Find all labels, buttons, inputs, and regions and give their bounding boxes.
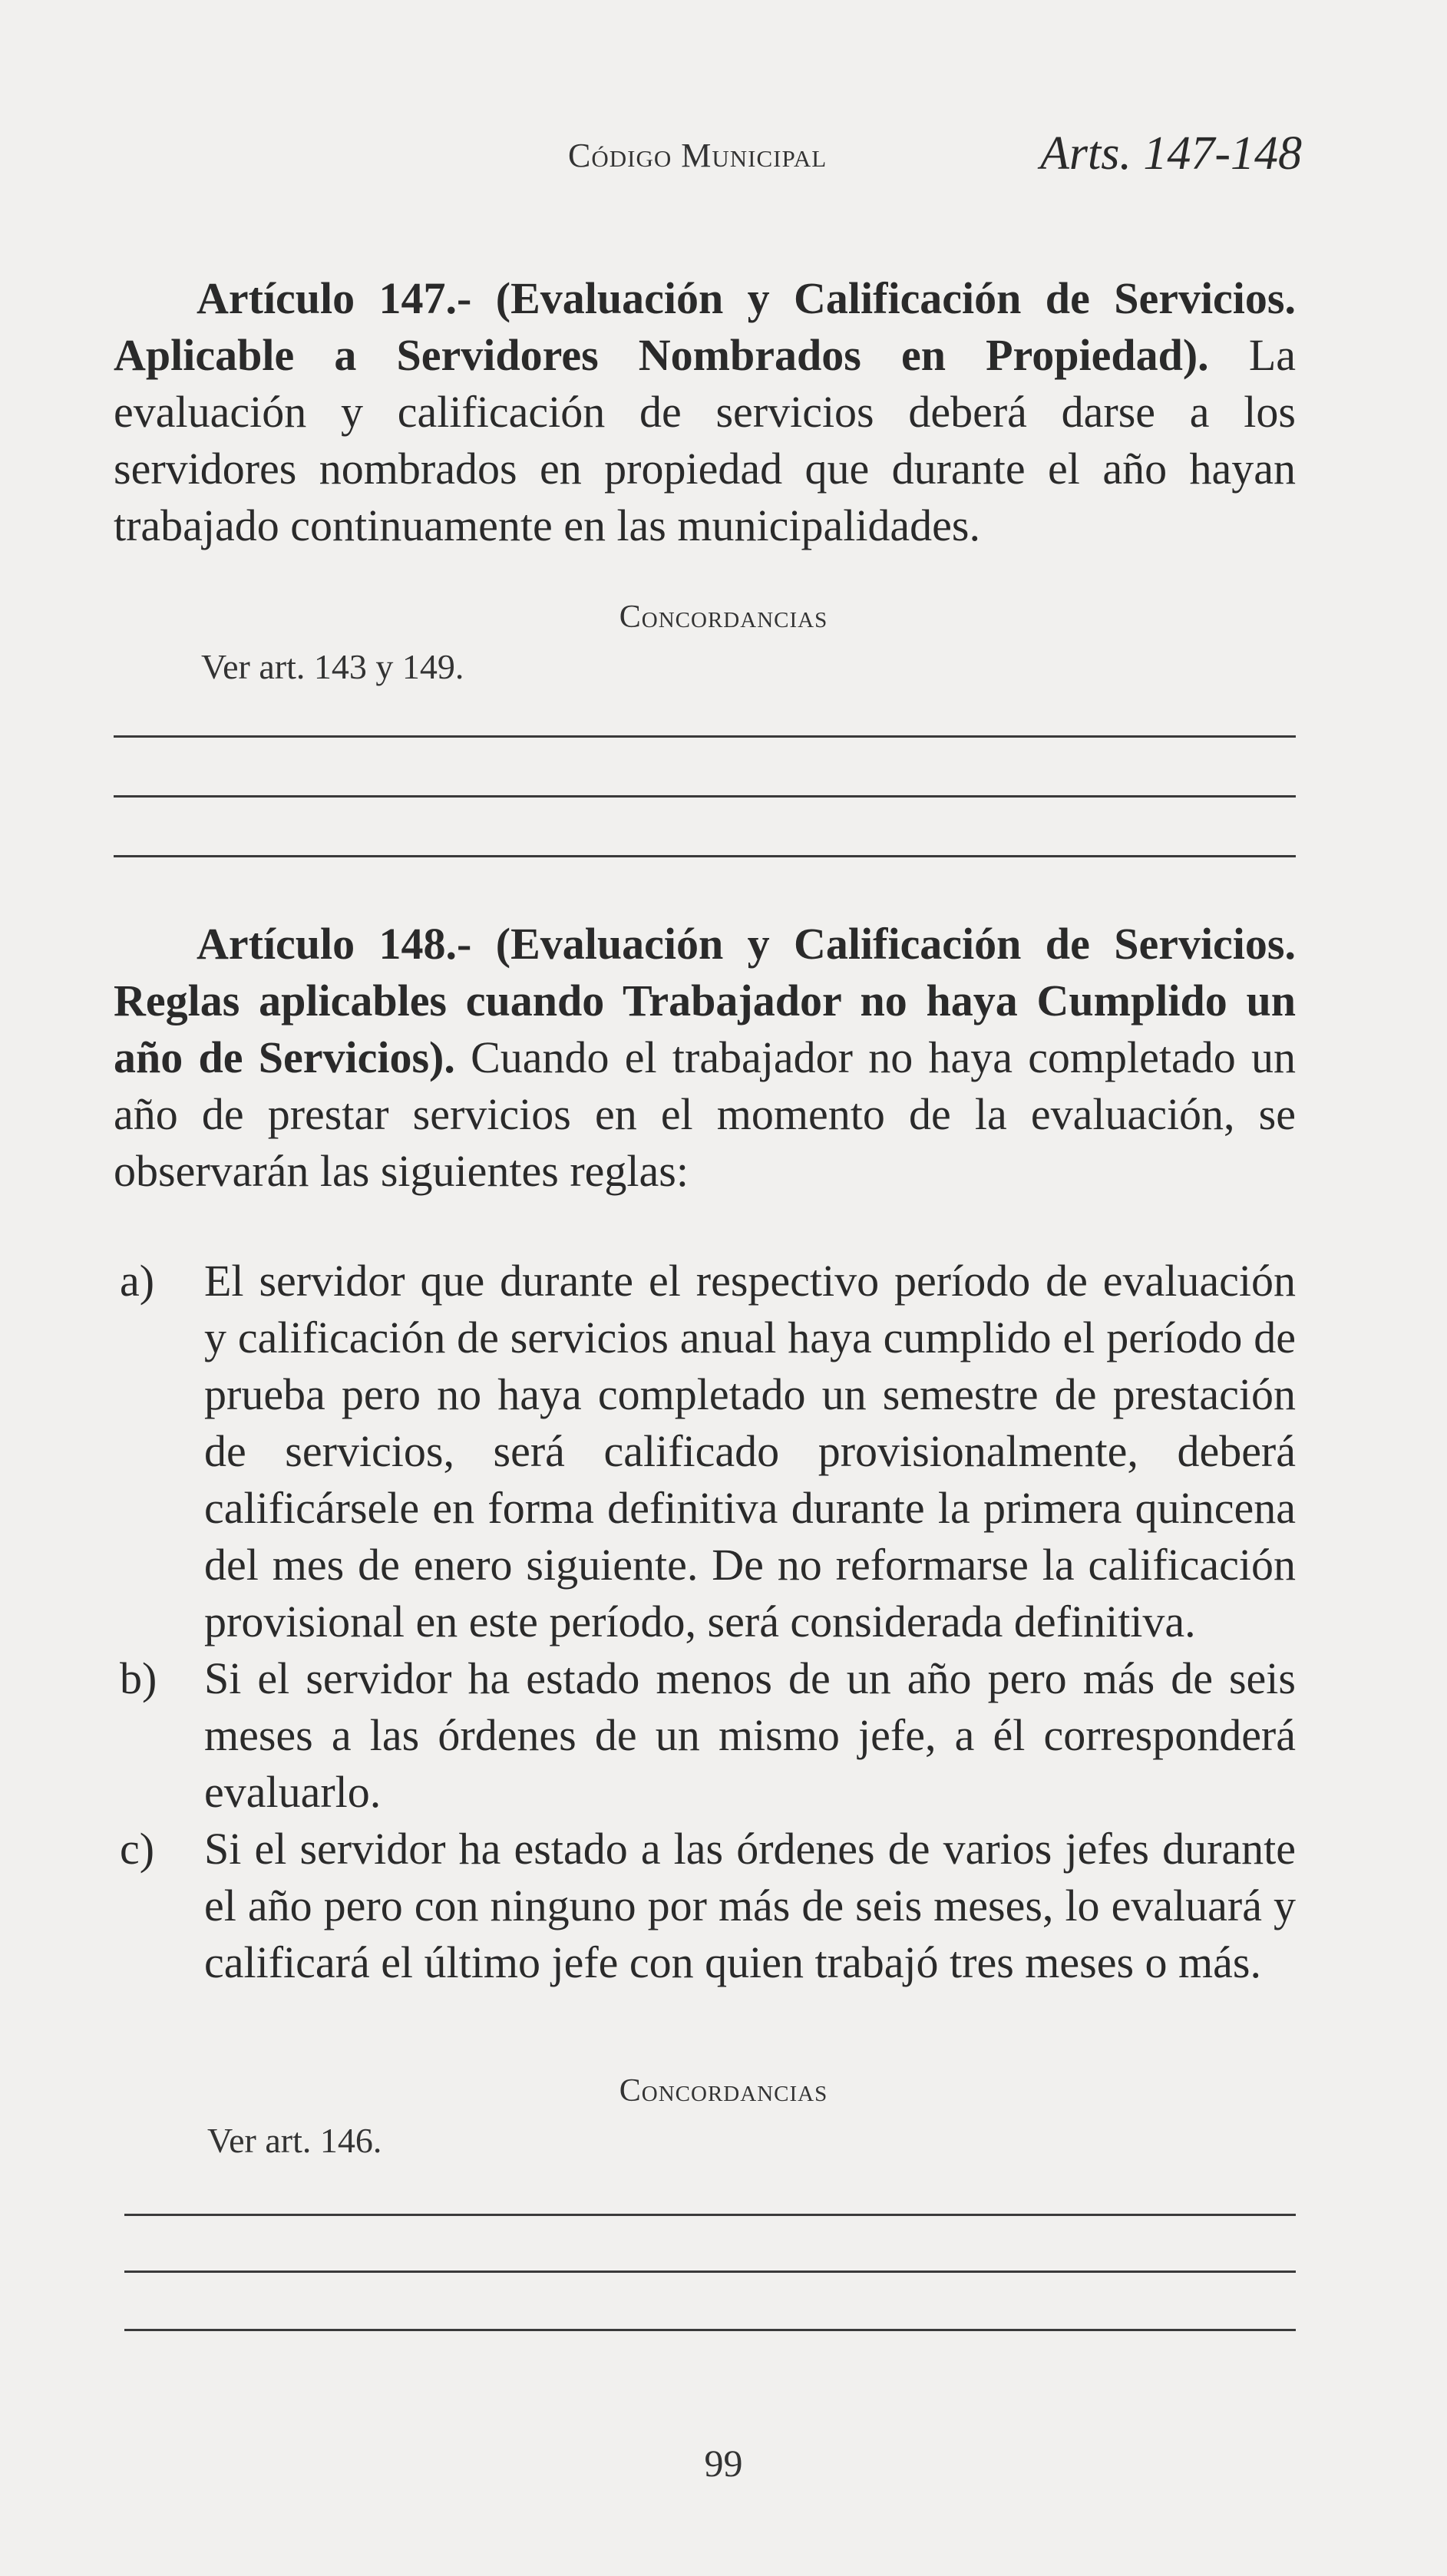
list-item-text: El servidor que durante el respectivo período de evaluación y calificación de servicios anual haya cumplido el período de prueba pero no haya completado un semestre de prestación de servicios, será calificado provisionalmente, deberá calificársele en forma definitiva durante la primera quincena del mes de enero siguiente. De no reformarse la calificación provisional en este período, será considerada definitiva.	[204, 1256, 1296, 1646]
article-148-heading: Artículo 148.- (Evaluación y Calificación de Servicios. Reglas aplicables cuando Trabajador no haya Cumplido un año de Servicios).	[114, 919, 1296, 1082]
running-head-articles: Arts. 147-148	[1040, 127, 1302, 180]
list-item-text: Si el servidor ha estado menos de un año pero más de seis meses a las órdenes de un mismo jefe, a él corresponderá evaluarlo.	[204, 1653, 1296, 1817]
concordancias-148-title: Concordancias	[619, 2073, 828, 2109]
list-item	[114, 1650, 1296, 1821]
article-148	[114, 916, 1296, 1200]
concordancias-147-title: Concordancias	[619, 599, 828, 635]
article-148-rules-list	[114, 1253, 1296, 1991]
article-147-heading: Artículo 147.- (Evaluación y Calificación de Servicios. Aplicable a Servidores Nombrados en Propiedad).	[114, 273, 1296, 380]
article-147	[114, 270, 1296, 554]
blank-note-line	[124, 2214, 1296, 2216]
running-head	[0, 127, 1447, 196]
list-item-text: Si el servidor ha estado a las órdenes de varios jefes durante el año pero con ninguno por más de seis meses, lo evaluará y calificará el último jefe con quien trabajó tres meses o más.	[204, 1824, 1296, 1987]
concordancias-147-reference: Ver art. 143 y 149.	[201, 647, 464, 686]
article-148-paragraph	[114, 916, 1296, 1200]
article-147-paragraph	[114, 270, 1296, 554]
blank-note-line	[114, 795, 1296, 798]
blank-note-line	[124, 2271, 1296, 2273]
blank-note-line	[114, 855, 1296, 857]
list-item	[114, 1821, 1296, 1991]
article-147-body: La evaluación y calificación de servicios deberá darse a los servidores nombrados en propiedad que durante el año hayan trabajado continuamente en las municipalidades.	[114, 330, 1297, 550]
blank-note-line	[124, 2329, 1296, 2331]
running-head-title: Código Municipal	[568, 137, 828, 174]
page-number: 99	[704, 2442, 743, 2485]
blank-note-line	[114, 735, 1296, 738]
list-item	[114, 1253, 1296, 1650]
list-item-marker: a)	[120, 1256, 155, 1306]
article-148-body: Cuando el trabajador no haya completado un año de prestar servicios en el momento de la evaluación, se observarán las siguientes reglas:	[114, 1032, 1297, 1196]
concordancias-148-reference: Ver art. 146.	[207, 2121, 382, 2160]
list-item-marker: c)	[120, 1824, 155, 1874]
list-item-marker: b)	[120, 1653, 157, 1703]
